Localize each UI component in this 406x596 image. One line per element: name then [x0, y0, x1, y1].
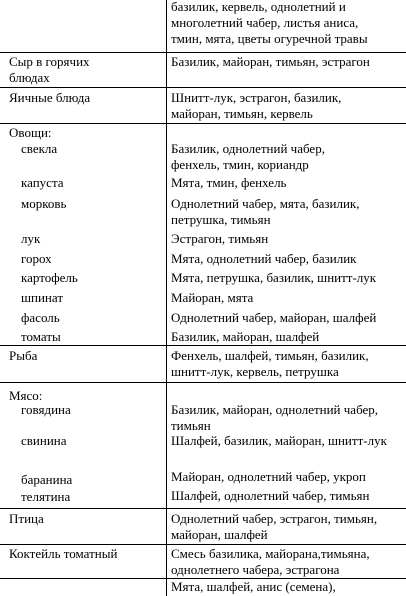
column-divider [166, 383, 167, 508]
dish-cell: телятина [21, 489, 71, 504]
column-divider [166, 346, 167, 382]
dish-cell: шпинат [21, 290, 63, 305]
herbs-cell: Майоран, однолетний чабер, укроп [171, 469, 366, 484]
herbs-cell: Фенхель, шалфей, тимьян, базилик, шнитт-лук, кервель, петрушка [171, 348, 369, 379]
herbs-cell: Мята, однолетний чабер, базилик [171, 251, 357, 266]
dish-cell: капуста [21, 175, 64, 190]
table-row [0, 0, 406, 52]
table-group-vegetables [0, 123, 406, 345]
dish-cell: Коктейль томатный [9, 546, 118, 561]
dish-cell: лук [21, 231, 41, 246]
column-divider [166, 0, 167, 52]
herbs-cell: Однолетний чабер, майоран, шалфей [171, 310, 377, 325]
herbs-cell: Мята, петрушка, базилик, шнитт-лук [171, 270, 377, 285]
herbs-cell: Мята, тмин, фенхель [171, 175, 287, 190]
dish-cell: морковь [21, 196, 67, 211]
table-row [0, 52, 406, 87]
dish-cell: говядина [21, 402, 71, 417]
herbs-cell: Шнитт-лук, эстрагон, базилик, майоран, тимьян, кервель [171, 90, 342, 121]
table-row [0, 87, 406, 123]
dish-cell: свекла [21, 141, 58, 156]
column-divider [166, 545, 167, 578]
column-divider [166, 53, 167, 87]
herbs-cell: Однолетний чабер, эстрагон, тимьян, майоран, шалфей [171, 511, 378, 542]
dish-cell: баранина [21, 472, 73, 487]
herbs-cell: Мята, шалфей, анис (семена), [171, 579, 336, 594]
table-row [0, 578, 406, 596]
dish-cell: свинина [21, 433, 67, 448]
dish-cell: Рыба [9, 348, 38, 363]
dish-cell: Сыр в горячих блюдах [9, 54, 90, 85]
table-row [0, 508, 406, 544]
herbs-cell: Базилик, майоран, однолетний чабер, тимьян [171, 402, 379, 433]
herbs-cell: Эстрагон, тимьян [171, 231, 269, 246]
herbs-cell: Майоран, мята [171, 290, 254, 305]
dish-cell: томаты [21, 329, 61, 344]
column-divider [166, 579, 167, 596]
group-heading: Овощи: [9, 125, 52, 140]
herbs-cell: Базилик, майоран, тимьян, эстрагон [171, 54, 370, 69]
herbs-cell: Шалфей, однолетний чабер, тимьян [171, 488, 370, 503]
column-divider [166, 124, 167, 345]
dish-cell: Яичные блюда [9, 90, 91, 105]
table-row [0, 345, 406, 382]
dish-cell: фасоль [21, 310, 60, 325]
table-group-meat [0, 382, 406, 508]
table-row [0, 544, 406, 578]
herbs-cell: базилик, кервель, однолетний и многолетний чабер, листья аниса, тмин, мята, цветы огуречной травы [171, 0, 368, 46]
column-divider [166, 509, 167, 544]
dish-cell: картофель [21, 270, 78, 285]
herbs-cell: Базилик, майоран, шалфей [171, 329, 320, 344]
herbs-cell: Однолетний чабер, мята, базилик, петрушка, тимьян [171, 196, 360, 227]
herbs-cell: Базилик, однолетний чабер, фенхель, тмин, кориандр [171, 141, 325, 172]
dish-cell: горох [21, 251, 52, 266]
group-heading: Мясо: [9, 388, 43, 403]
dish-cell: Птица [9, 511, 44, 526]
herbs-cell: Шалфей, базилик, майоран, шнитт-лук [171, 433, 387, 448]
herbs-cell: Смесь базилика, майорана,тимьяна, однолетнего чабера, эстрагона [171, 546, 370, 577]
column-divider [166, 88, 167, 123]
